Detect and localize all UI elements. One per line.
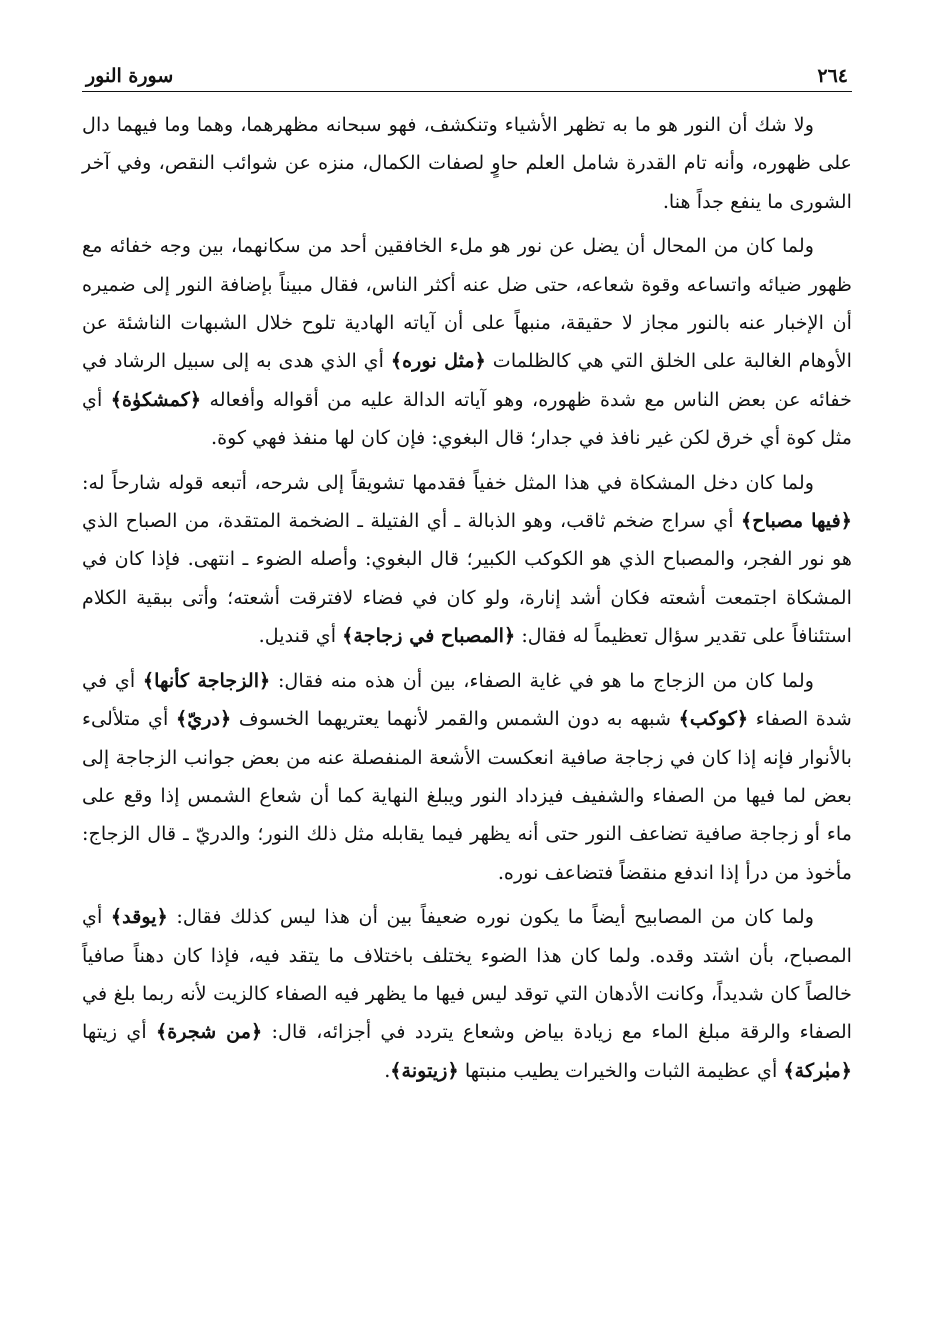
book-page <box>82 58 852 1308</box>
text-segment: ولما كان من الزجاج ما هو في غاية الصفاء، بين أن هذه منه فقال: <box>270 668 814 692</box>
quran-quote: ﴿الزجاجة كأنها﴾ <box>142 668 271 692</box>
running-header <box>82 58 852 92</box>
quran-quote: ﴿كوكب﴾ <box>678 707 749 731</box>
quran-quote: ﴿من شجرة﴾ <box>155 1020 263 1044</box>
body-text <box>82 106 852 1090</box>
paragraph <box>82 662 852 892</box>
text-segment: . <box>384 1058 391 1082</box>
paragraph <box>82 106 852 221</box>
surah-title: سورة النور <box>86 65 174 87</box>
text-segment: أي في شدة الصفاء <box>82 668 852 731</box>
text-segment: أي مثل كوة أي خرق لكن غير نافذ في جدار؛ قال البغوي: فإن كان لها منفذ فهي كوة. <box>82 387 852 450</box>
paragraph <box>82 464 852 656</box>
page-number: ٢٦٤ <box>817 65 848 87</box>
text-segment: أي سراج ضخم ثاقب، وهو الذبالة ـ أي الفتيلة ـ الضخمة المتقدة، من الصباح الذي هو نور الفجر، والمصباح الذي هو الكوكب الكبير؛ قال البغوي: وأصله الضوء ـ انتهى. فإذا كان في المشكاة اجتمعت أشعته فكان أشد إنارة، ولو كان في فضاء لافترقت أشعته؛ وأتى ببقية الكلام استئنافاً على تقدير سؤال تعظيماً له فقال: <box>82 509 852 648</box>
text-segment: أي المصباح، بأن اشتد وقده. ولما كان هذا الضوء يختلف باختلاف ما يتقد فيه، فإذا كان دهناً صافياً خالصاً كان شديداً، وكانت الأدهان التي توقد ليس فيها ما يظهر فيه الصفاء كالزيت لأنه ربما بلغ في الصفاء والرقة مبلغ الماء مع زيادة بياض وشعاع يتردد في أجزائه، قال: <box>82 905 853 1044</box>
quran-quote: ﴿كمشكوٰة﴾ <box>110 387 202 411</box>
text-segment: ولما كان من المحال أن يضل عن نور هو ملء الخافقين أحد من سكانهما، بين وجه خفائه مع ظهور ضيائه واتساعه وقوة شعاعه، حتى ضل عنه أكثر الناس، فقال مبيناً بإضافة النور إلى ضميره أن الإخبار عنه بالنور مجاز لا حقيقة، منبهاً على أن آياته الهادية تلوح خلال الشبهات الناشئة عن الأوهام الغالبة على الخلق التي هي كالظلمات <box>82 234 853 373</box>
text-segment: أي عظيمة الثبات والخيرات يطيب منبتها <box>458 1058 784 1082</box>
text-segment: ولما كان دخل المشكاة في هذا المثل خفياً فقدمها تشويقاً إلى شرحه، أتبعه قوله شارحاً له: <box>82 470 814 494</box>
text-segment: ولما كان من المصابيح أيضاً ما يكون نوره ضعيفاً بين أن هذا ليس كذلك فقال: <box>167 905 815 929</box>
text-segment: أي قنديل. <box>258 624 343 648</box>
text-segment: أي الذي هدى به إلى سبيل الرشاد في خفائه عن بعض الناس مع شدة ظهوره، وهو آياته الدالة عليه من أقواله وأفعاله <box>82 349 852 411</box>
text-segment: شبهه به دون الشمس والقمر لأنهما يعتريهما الخسوف <box>231 707 679 731</box>
paragraph <box>82 898 852 1090</box>
text-segment: ولا شك أن النور هو ما به تظهر الأشياء وتنكشف، فهو سبحانه مظهرهما، وهما وما فيهما دال على ظهوره، وأنه تام القدرة شامل العلم حاوٍ لصفات الكمال، منزه عن شوائب النقص، وفي آخر الشورى ما ينفع جداً هنا. <box>82 113 852 213</box>
quran-quote: ﴿يوقد﴾ <box>110 905 168 929</box>
paragraph <box>82 227 852 457</box>
quran-quote: ﴿مبٰركة﴾ <box>783 1058 852 1082</box>
quran-quote: ﴿دريّ﴾ <box>175 707 232 731</box>
quran-quote: ﴿مثل نوره﴾ <box>390 349 486 373</box>
text-segment: أي زيتها <box>82 1020 156 1044</box>
quran-quote: ﴿زيتونة﴾ <box>390 1058 459 1082</box>
quran-quote: ﴿فيها مصباح﴾ <box>740 509 852 533</box>
quran-quote: ﴿المصباح في زجاجة﴾ <box>342 624 516 648</box>
text-segment: أي متلألىء بالأنوار فإنه إذا كان في زجاجة صافية انعكست الأشعة المنفصلة عنه من بعض جوانب الزجاجة إلى بعض لما فيها من الصفاء والشفيف فيزداد النور ويبلغ النهاية كما أن شعاع الشمس إذا وقع على ماء أو زجاجة صافية تضاعف النور حتى أنه يظهر فيما يقابله مثل ذلك النور؛ والدريّ ـ قال الزجاج: مأخوذ من درأ إذا اندفع منقضاً فتضاعف نوره. <box>82 707 852 884</box>
